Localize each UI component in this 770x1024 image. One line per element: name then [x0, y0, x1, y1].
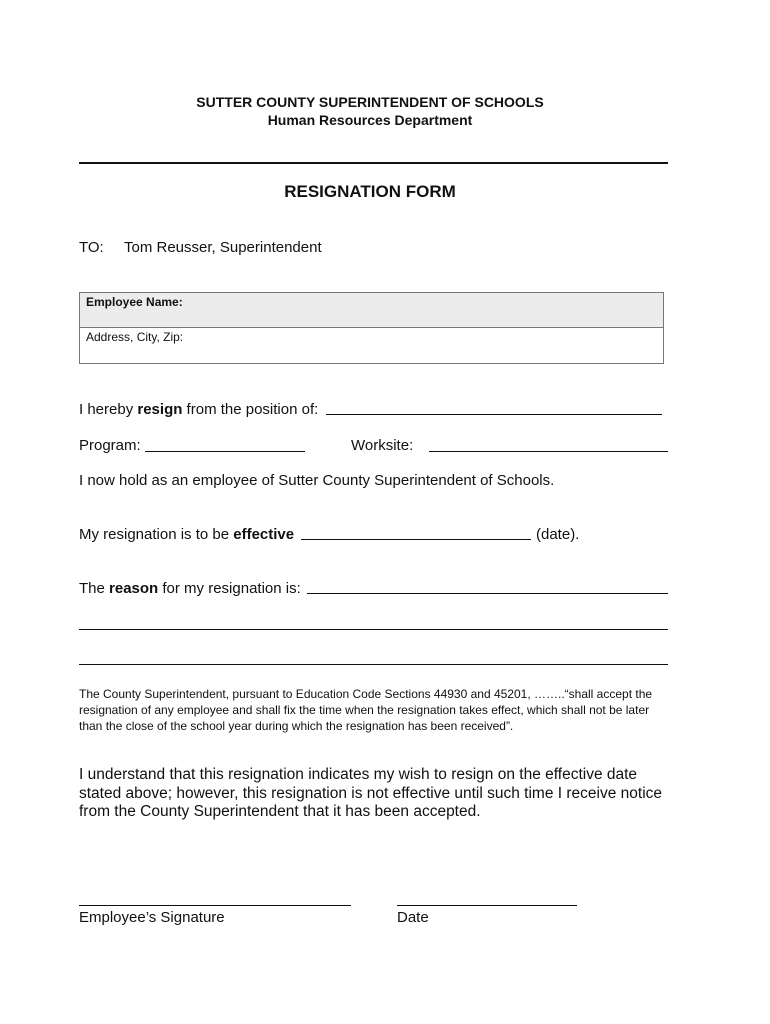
employee-info-box — [79, 292, 664, 364]
effective-statement — [79, 526, 294, 543]
reason-field-line-3[interactable] — [79, 664, 668, 665]
resign-suffix: from the position of: — [182, 401, 319, 418]
employee-name-row[interactable] — [80, 293, 663, 328]
reason-suffix: for my resignation is: — [158, 580, 301, 597]
reason-statement — [79, 580, 301, 597]
signature-label: Employee’s Signature — [79, 909, 225, 926]
education-code-notice: The County Superintendent, pursuant to Education Code Sections 44930 and 45201, ……..“shall accept the resignation of any employee and shall fix the time when the resignation takes effect, which shall not be later than the close of the school year during which the resignation has been received”. — [79, 687, 653, 733]
reason-bold: reason — [109, 580, 159, 597]
address-row[interactable] — [80, 328, 663, 363]
signature-field[interactable] — [79, 905, 351, 906]
reason-field-line-2[interactable] — [79, 629, 668, 630]
resign-prefix: I hereby — [79, 401, 138, 418]
acknowledgement-text: I understand that this resignation indicates my wish to resign on the effective date stated above; however, this resignation is not effective until such time I receive notice from the County Superintendent that it has been accepted. — [79, 766, 663, 820]
resign-bold: resign — [137, 401, 183, 418]
effective-bold: effective — [233, 526, 295, 543]
hold-statement: I now hold as an employee of Sutter County Superintendent of Schools. — [79, 472, 555, 489]
form-title: RESIGNATION FORM — [284, 182, 456, 201]
header-divider — [79, 162, 668, 164]
organization-name: SUTTER COUNTY SUPERINTENDENT OF SCHOOLS — [196, 94, 544, 110]
to-label: TO: — [79, 239, 104, 256]
program-field[interactable] — [145, 451, 305, 452]
position-field[interactable] — [326, 414, 662, 415]
employee-name-label: Employee Name: — [86, 295, 183, 309]
effective-date-field[interactable] — [301, 539, 531, 540]
signature-date-field[interactable] — [397, 905, 577, 906]
program-label: Program: — [79, 437, 141, 454]
date-hint: (date). — [536, 526, 580, 543]
address-label: Address, City, Zip: — [86, 330, 184, 344]
effective-prefix: My resignation is to be — [79, 526, 234, 543]
reason-prefix: The — [79, 580, 110, 597]
worksite-field[interactable] — [429, 451, 668, 452]
department-name: Human Resources Department — [267, 112, 473, 128]
signature-date-label: Date — [397, 909, 429, 926]
to-recipient: Tom Reusser, Superintendent — [124, 239, 322, 256]
worksite-label: Worksite: — [351, 437, 414, 454]
reason-field-line-1[interactable] — [307, 593, 668, 594]
resign-statement — [79, 401, 318, 418]
